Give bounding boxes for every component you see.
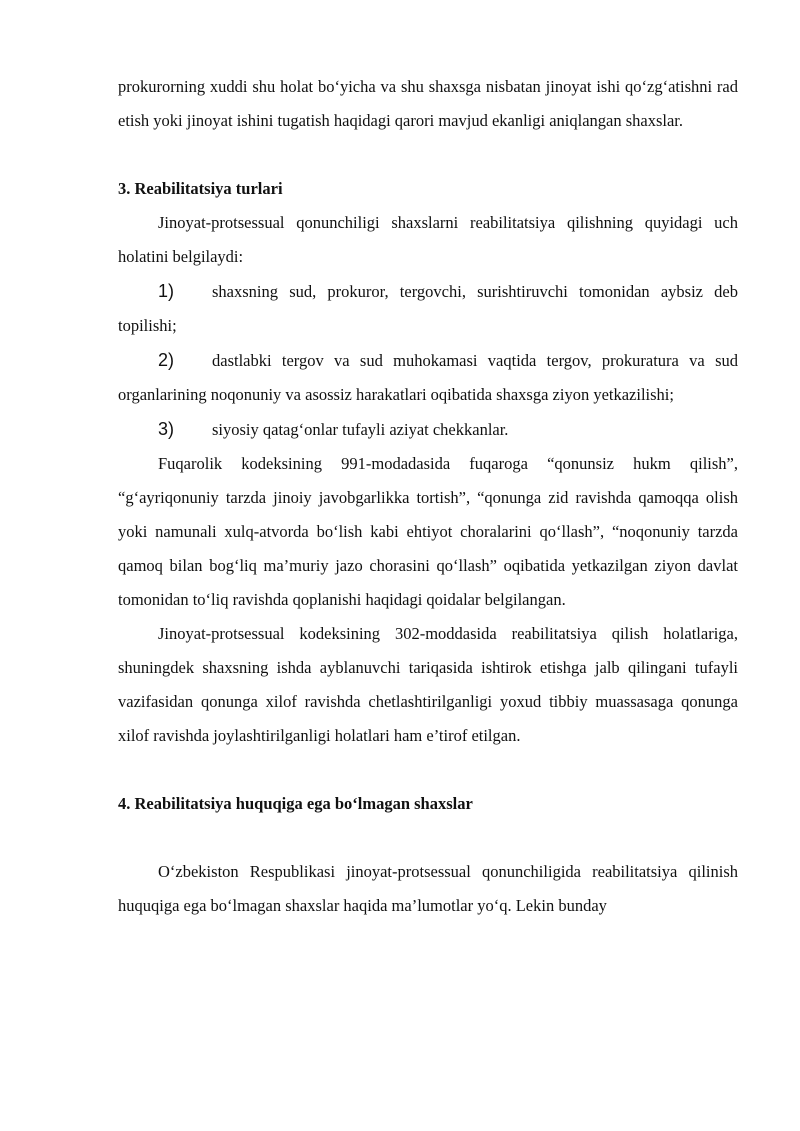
paragraph-civil-code: Fuqarolik kodeksining 991-modadasida fuqaroga “qonunsiz hukm qilish”, “g‘ayriqonuniy tarzda jinoiy javobgarlikka tortish”, “qonunga zid ravishda qamoqqa olish yoki namunali xulq-atvorda bo‘lish kabi ehtiyot choralarini qo‘llash”, “noqonuniy tarzda qamoq bilan bog‘liq ma’muriy jazo chorasini qo‘llash” oqibatida yetkazilgan ziyon davlat tomonidan to‘liq ravishda qoplanishi haqidagi qoidalar belgilangan.: [118, 454, 738, 609]
list-item-text: shaxsning sud, prokuror, tergovchi, surishtiruvchi tomonidan aybsiz deb topilishi;: [118, 282, 738, 335]
list-item-1: [118, 274, 738, 343]
list-number: 3): [158, 419, 175, 439]
section-4-heading: 4. Reabilitatsiya huquqiga ega bo‘lmagan shaxslar: [118, 794, 473, 813]
list-item-text: siyosiy qatag‘onlar tufayli aziyat chekkanlar.: [212, 420, 509, 439]
list-item-2: [118, 343, 738, 412]
paragraph-no-rights: O‘zbekiston Respublikasi jinoyat-protsessual qonunchiligida reabilitatsiya qilinish huquqiga ega bo‘lmagan shaxslar haqida ma’lumotlar yo‘q. Lekin bunday: [118, 862, 738, 915]
spacer: [118, 821, 738, 855]
document-page: [118, 70, 738, 923]
spacer: [118, 138, 738, 172]
list-item-text: dastlabki tergov va sud muhokamasi vaqtida tergov, prokuratura va sud organlarining noqonuniy va asossiz harakatlari oqibatida shaxsga ziyon yetkazilishi;: [118, 351, 738, 404]
list-number: 1): [158, 281, 175, 301]
section-3-heading: 3. Reabilitatsiya turlari: [118, 179, 283, 198]
list-item-3: [118, 412, 738, 447]
paragraph-article-302: Jinoyat-protsessual kodeksining 302-moddasida reabilitatsiya qilish holatlariga, shuningdek shaxsning ishda ayblanuvchi tariqasida ishtirok etishga jalb qilingani tufayli vazifasidan qonunga xilof ravishda chetlashtirilganligi yoxud tibbiy muassasaga qonunga xilof ravishda joylashtirilganligi holatlari ham e’tirof etilgan.: [118, 624, 738, 745]
list-number: 2): [158, 350, 175, 370]
paragraph-intro: prokurorning xuddi shu holat bo‘yicha va shu shaxsga nisbatan jinoyat ishi qo‘zg‘atishni rad etish yoki jinoyat ishini tugatish haqidagi qarori mavjud ekanligi aniqlangan shaxslar.: [118, 77, 738, 130]
spacer: [118, 753, 738, 787]
paragraph-types-intro: Jinoyat-protsessual qonunchiligi shaxslarni reabilitatsiya qilishning quyidagi uch holatini belgilaydi:: [118, 213, 738, 266]
